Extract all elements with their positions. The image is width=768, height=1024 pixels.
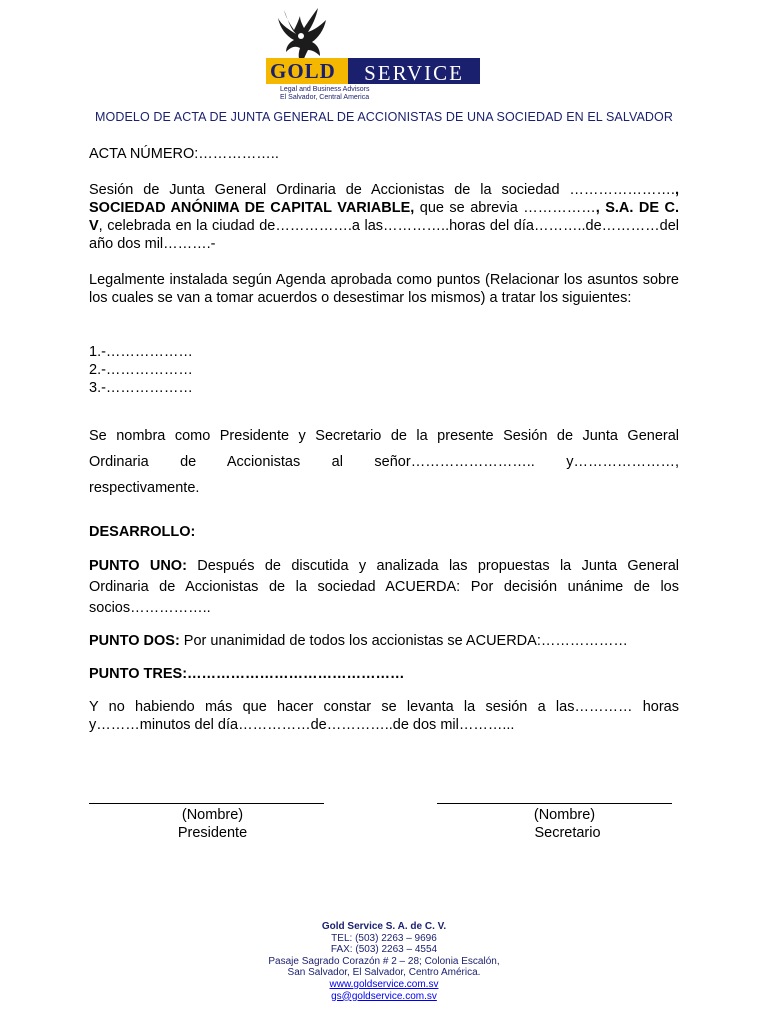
footer-website-link[interactable]: www.goldservice.com.sv <box>329 978 439 990</box>
sesion-comma: , <box>674 182 679 198</box>
footer <box>0 921 768 1002</box>
punto-dos <box>89 631 679 652</box>
company-logo <box>266 6 480 101</box>
paragraph-sesion <box>89 181 679 253</box>
nombramiento-line-1: Se nombra como Presidente y Secretario de la presente Sesión de Junta General <box>89 428 679 444</box>
secretario-cargo: Secretario <box>534 825 601 841</box>
presidente-cargo: Presidente <box>177 825 248 841</box>
secretario-nombre: (Nombre) <box>533 807 596 823</box>
footer-fax: FAX: (503) 2263 – 4554 <box>330 944 438 956</box>
agenda-item-3: 3.-……………… <box>89 380 193 396</box>
sesion-text-3: , celebrada en la ciudad de…………….a las…………..horas del día………..de…………del año dos mil……….- <box>89 218 679 252</box>
punto-uno-label: PUNTO UNO: <box>89 558 187 574</box>
footer-address-2: San Salvador, El Salvador, Centro América. <box>287 967 481 979</box>
punto-uno-line-1 <box>89 556 679 577</box>
punto-uno-text-1: Después de discutida y analizada las propuestas la Junta General <box>186 558 679 574</box>
logo-gold-text: GOLD <box>266 58 348 84</box>
signature-line-secretario <box>437 803 672 804</box>
nombramiento-line-3: respectivamente. <box>89 480 200 496</box>
eagle-icon <box>274 6 330 64</box>
punto-uno-line-3: socios…………….. <box>89 600 211 616</box>
punto-uno-line-2: Ordinaria de Accionistas de la sociedad ACUERDA: Por decisión unánime de los <box>89 579 679 595</box>
agenda-item-1: 1.-……………… <box>89 344 193 360</box>
sesion-text-2: que se abrevia …………… <box>414 200 596 216</box>
document-title: MODELO DE ACTA DE JUNTA GENERAL DE ACCIONISTAS DE UNA SOCIEDAD EN EL SALVADOR <box>95 110 673 124</box>
agenda-item-2: 2.-……………… <box>89 362 193 378</box>
nombramiento-line-2: Ordinaria de Accionistas al señor…………………….. y…………………, <box>89 454 679 470</box>
cierre-line-1: Y no habiendo más que hacer constar se levanta la sesión a las………… horas <box>89 699 679 715</box>
acta-numero: ACTA NÚMERO:…………….. <box>89 146 279 162</box>
desarrollo-heading: DESARROLLO: <box>89 524 196 540</box>
punto-dos-label: PUNTO DOS: <box>89 633 180 649</box>
paragraph-agenda: Legalmente instalada según Agenda aprobada como puntos (Relacionar los asuntos sobre los cuales se van a tomar acuerdos o desestimar los mismos) a tratar los siguientes: <box>89 272 679 306</box>
footer-address-1: Pasaje Sagrado Corazón # 2 – 28; Colonia Escalón, <box>268 955 500 967</box>
logo-location: El Salvador, Central America <box>280 94 370 101</box>
logo-tagline: Legal and Business Advisors <box>280 86 370 93</box>
punto-tres: PUNTO TRES:……………………………………… <box>89 666 405 682</box>
punto-dos-text: Por unanimidad de todos los accionistas se ACUERDA:……………… <box>179 633 628 649</box>
footer-tel: TEL: (503) 2263 – 9696 <box>331 932 437 944</box>
logo-service-text: SERVICE <box>348 58 480 84</box>
sesion-sociedad-type: SOCIEDAD ANÓNIMA DE CAPITAL VARIABLE, <box>89 200 415 216</box>
cierre-line-2: y………minutos del día……………de…………..de dos mil………... <box>89 717 515 733</box>
sesion-text-1: Sesión de Junta General Ordinaria de Accionistas de la sociedad …………………. <box>89 182 675 198</box>
footer-company: Gold Service S. A. de C. V. <box>321 921 447 932</box>
footer-email-link[interactable]: gs@goldservice.com.sv <box>331 990 437 1002</box>
signature-line-presidente <box>89 803 324 804</box>
sesion-abbreviation: , S.A. DE C. V <box>89 200 679 234</box>
presidente-nombre: (Nombre) <box>181 807 244 823</box>
